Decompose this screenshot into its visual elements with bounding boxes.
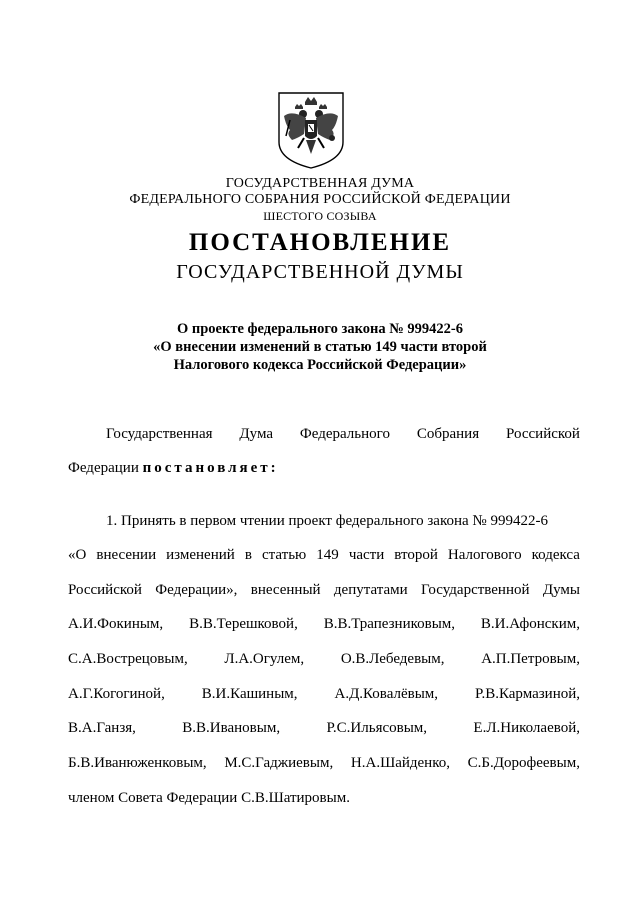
deputy-name: Н.А.Шайденко, bbox=[350, 755, 450, 771]
word: Государственной bbox=[421, 582, 530, 598]
document-subtitle: ГОСУДАРСТВЕННОЙ ДУМЫ bbox=[176, 261, 464, 283]
item1-line-3 bbox=[68, 580, 580, 600]
word: Федерального bbox=[299, 426, 390, 442]
deputy-name: С.Б.Дорофеевым, bbox=[467, 755, 580, 771]
word: части bbox=[348, 547, 385, 563]
word: Собрания bbox=[416, 426, 480, 442]
preamble-line-1 bbox=[106, 424, 580, 444]
preamble-line-2 bbox=[68, 458, 580, 478]
deputy-name: А.Д.Ковалёвым, bbox=[334, 686, 439, 702]
deputy-name: В.И.Афонским, bbox=[480, 616, 580, 632]
deputy-name: В.А.Ганзя, bbox=[68, 720, 136, 736]
header-line-federal-assembly: ФЕДЕРАЛЬНОГО СОБРАНИЯ РОССИЙСКОЙ ФЕДЕРАЦИИ bbox=[129, 192, 511, 207]
deputies-line-2 bbox=[68, 649, 580, 669]
word: Дума bbox=[239, 426, 274, 442]
deputy-name: Е.Л.Николаевой, bbox=[473, 720, 580, 736]
deputies-line-3 bbox=[68, 684, 580, 704]
deputy-name: О.В.Лебедевым, bbox=[340, 651, 445, 667]
subject-line-2: «О внесении изменений в статью 149 части второй bbox=[153, 339, 487, 355]
header-line-convocation: ШЕСТОГО СОЗЫВА bbox=[263, 209, 377, 223]
deputy-name: А.П.Петровым, bbox=[481, 651, 580, 667]
deputy-name: Р.С.Ильясовым, bbox=[326, 720, 428, 736]
deputy-name: В.В.Терешковой, bbox=[189, 616, 298, 632]
word: 149 bbox=[316, 547, 339, 563]
word: Российской bbox=[506, 426, 580, 442]
subject-line-1: О проекте федерального закона № 999422-6 bbox=[176, 321, 464, 337]
coat-of-arms-icon bbox=[276, 90, 346, 170]
word: депутатами bbox=[333, 582, 408, 598]
item1-line-last: членом Совета Федерации С.В.Шатировым. bbox=[68, 790, 350, 806]
deputy-name: А.И.Фокиным, bbox=[68, 616, 164, 632]
deputy-name: Б.В.Иванюженковым, bbox=[68, 755, 207, 771]
deputy-name: В.В.Ивановым, bbox=[182, 720, 281, 736]
subject-line-3: Налогового кодекса Российской Федерации» bbox=[173, 357, 467, 373]
word: «О bbox=[68, 547, 87, 563]
deputies-line-1 bbox=[68, 614, 580, 634]
deputy-name: Л.А.Огулем, bbox=[224, 651, 305, 667]
document-title: ПОСТАНОВЛЕНИЕ bbox=[188, 229, 452, 256]
deputy-name: М.С.Гаджиевым, bbox=[224, 755, 334, 771]
item1-line-1: 1. Принять в первом чтении проект федерального закона № 999422-6 bbox=[106, 513, 548, 529]
item1-line-2 bbox=[68, 545, 580, 565]
word: Государственная bbox=[106, 426, 213, 442]
deputy-name: С.А.Вострецовым, bbox=[68, 651, 188, 667]
word: изменений bbox=[166, 547, 235, 563]
word: кодекса bbox=[531, 547, 580, 563]
deputy-name: В.В.Трапезниковым, bbox=[323, 616, 456, 632]
word: внесенный bbox=[250, 582, 321, 598]
header-line-duma: ГОСУДАРСТВЕННАЯ ДУМА bbox=[225, 176, 415, 191]
deputy-name: В.И.Кашиным, bbox=[201, 686, 298, 702]
deputy-name: А.Г.Когогиной, bbox=[68, 686, 165, 702]
word: внесении bbox=[96, 547, 157, 563]
word: Налогового bbox=[447, 547, 522, 563]
word: второй bbox=[394, 547, 438, 563]
resolves-word: постановляет: bbox=[142, 460, 279, 476]
word: Федерации», bbox=[155, 582, 238, 598]
word: статью bbox=[261, 547, 307, 563]
word: Думы bbox=[542, 582, 580, 598]
deputy-name: Р.В.Кармазиной, bbox=[474, 686, 580, 702]
deputies-line-5 bbox=[68, 753, 580, 773]
preamble-start: Федерации bbox=[68, 460, 139, 476]
word: Российской bbox=[68, 582, 142, 598]
word: в bbox=[244, 547, 252, 563]
deputies-line-4 bbox=[68, 718, 580, 738]
